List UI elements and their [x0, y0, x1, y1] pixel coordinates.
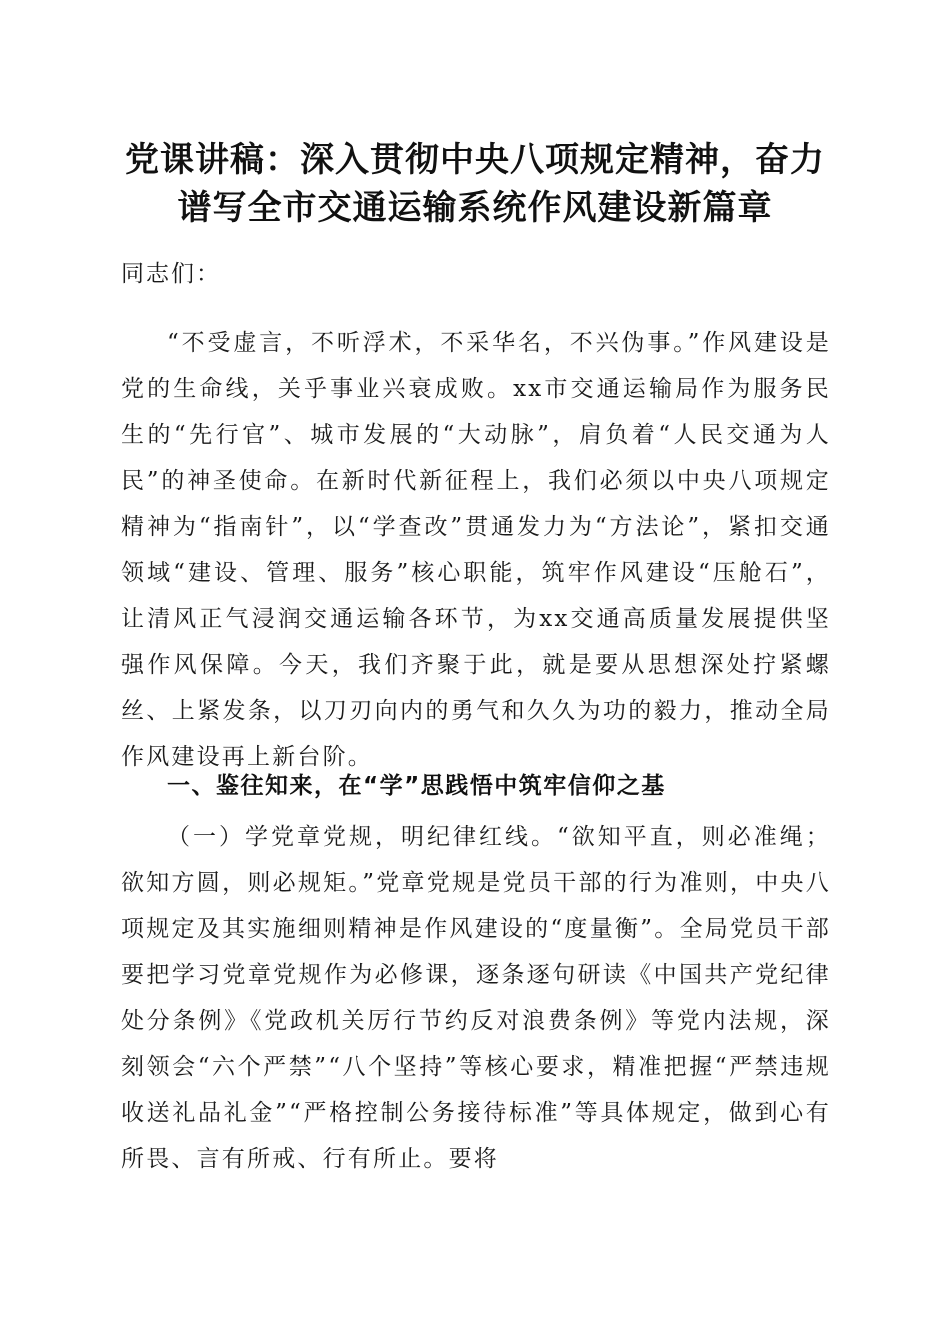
paragraph-intro: “不受虚言，不听浮术，不采华名，不兴伪事。”作风建设是党的生命线，关乎事业兴衰成败。xx市交通运输局作为服务民生的“先行官”、城市发展的“大动脉”，肩负着“人民交通为人民”的神圣使命。在新时代新征程上，我们必须以中央八项规定精神为“指南针”，以“学查改”贯通发力为“方法论”，紧扣交通领域“建设、管理、服务”核心职能，筑牢作风建设“压舱石”，让清风正气浸润交通运输各环节，为xx交通高质量发展提供坚强作风保障。今天，我们齐聚于此，就是要从思想深处拧紧螺丝、上紧发条，以刀刃向内的勇气和久久为功的毅力，推动全局作风建设再上新台阶。 [121, 330, 831, 770]
subsection-body-1: “欲知平直，则必准绳；欲知方圆，则必规矩。”党章党规是党员干部的行为准则，中央八项规定及其实施细则精神是作风建设的“度量衡”。全局党员干部要把学习党章党规作为必修课，逐条逐句研读《中国共产党纪律处分条例》《党政机关厉行节约反对浪费条例》等党内法规，深刻领会“六个严禁”“八个坚持”等核心要求，精准把握“严禁违规收送礼品礼金”“严格控制公务接待标准”等具体规定，做到心有所畏、言有所戒、行有所止。要将 [121, 824, 832, 1172]
document-title-line-1: 党课讲稿：深入贯彻中央八项规定精神，奋力 [125, 140, 825, 180]
paragraph-section-1-1 [121, 814, 831, 1182]
subsection-heading-1: （一）学党章党规，明纪律红线。 [167, 824, 558, 850]
section-heading-1: 一、鉴往知来，在“学”思践悟中筑牢信仰之基 [167, 773, 666, 799]
salutation: 同志们： [121, 261, 221, 287]
document-title-line-2: 谱写全市交通运输系统作风建设新篇章 [177, 188, 773, 228]
